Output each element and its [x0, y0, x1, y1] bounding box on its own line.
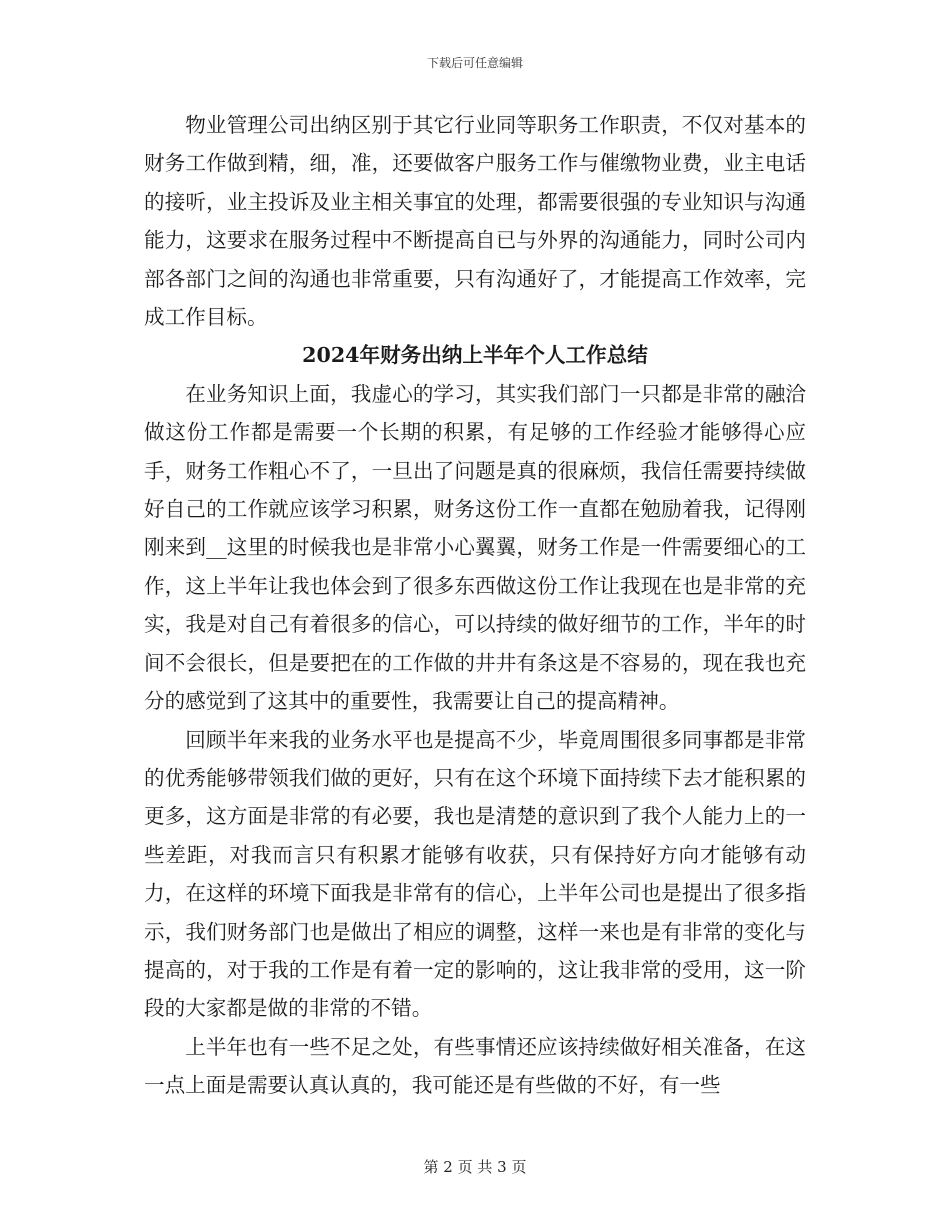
page-header-note: 下载后可任意编辑 [426, 56, 523, 70]
body-paragraph-3: 上半年也有一些不足之处，有些事情还应该持续做好相关准备，在这一点上面是需要认真认真的，我可能还是有些做的不好，有一些 [144, 1034, 806, 1098]
page-footer-page-number: 第 2 页 共 3 页 [423, 1158, 527, 1176]
intro-paragraph: 物业管理公司出纳区别于其它行业同等职务工作职责，不仅对基本的财务工作做到精，细，准，还要做客户服务工作与催缴物业费，业主电话的接听，业主投诉及业主相关事宜的处理，都需要很强的专业知识与沟通能力，这要求在服务过程中不断提高自已与外界的沟通能力，同时公司内部各部门之间的沟通也非常重要，只有沟通好了，才能提高工作效率，完成工作目标。 [144, 113, 806, 330]
body-paragraph-2: 回顾半年来我的业务水平也是提高不少，毕竟周围很多同事都是非常的优秀能够带领我们做的更好，只有在这个环境下面持续下去才能积累的更多，这方面是非常的有必要，我也是清楚的意识到了我个人能力上的一些差距，对我而言只有积累才能够有收获，只有保持好方向才能够有动力，在这样的环境下面我是非常有的信心，上半年公司也是提出了很多指示，我们财务部门也是做出了相应的调整，这样一来也是有非常的变化与提高的，对于我的工作是有着一定的影响的，这让我非常的受用，这一阶段的大家都是做的非常的不错。 [144, 727, 806, 1021]
body-paragraph-1: 在业务知识上面，我虚心的学习，其实我们部门一只都是非常的融洽做这份工作都是需要一个长期的积累，有足够的工作经验才能够得心应手，财务工作粗心不了，一旦出了问题是真的很麻烦，我信任需要持续做好自己的工作就应该学习积累，财务这份工作一直都在勉励着我，记得刚刚来到__这里的时候我也是非常小心翼翼，财务工作是一件需要细心的工作，这上半年让我也体会到了很多东西做这份工作让我现在也是非常的充实，我是对自己有着很多的信心，可以持续的做好细节的工作，半年的时间不会很长，但是要把在的工作做的井井有条这是不容易的，现在我也充分的感觉到了这其中的重要性，我需要让自己的提高精神。 [144, 381, 806, 714]
document-title: 2024年财务出纳上半年个人工作总结 [302, 343, 648, 368]
document-body [144, 106, 806, 1105]
